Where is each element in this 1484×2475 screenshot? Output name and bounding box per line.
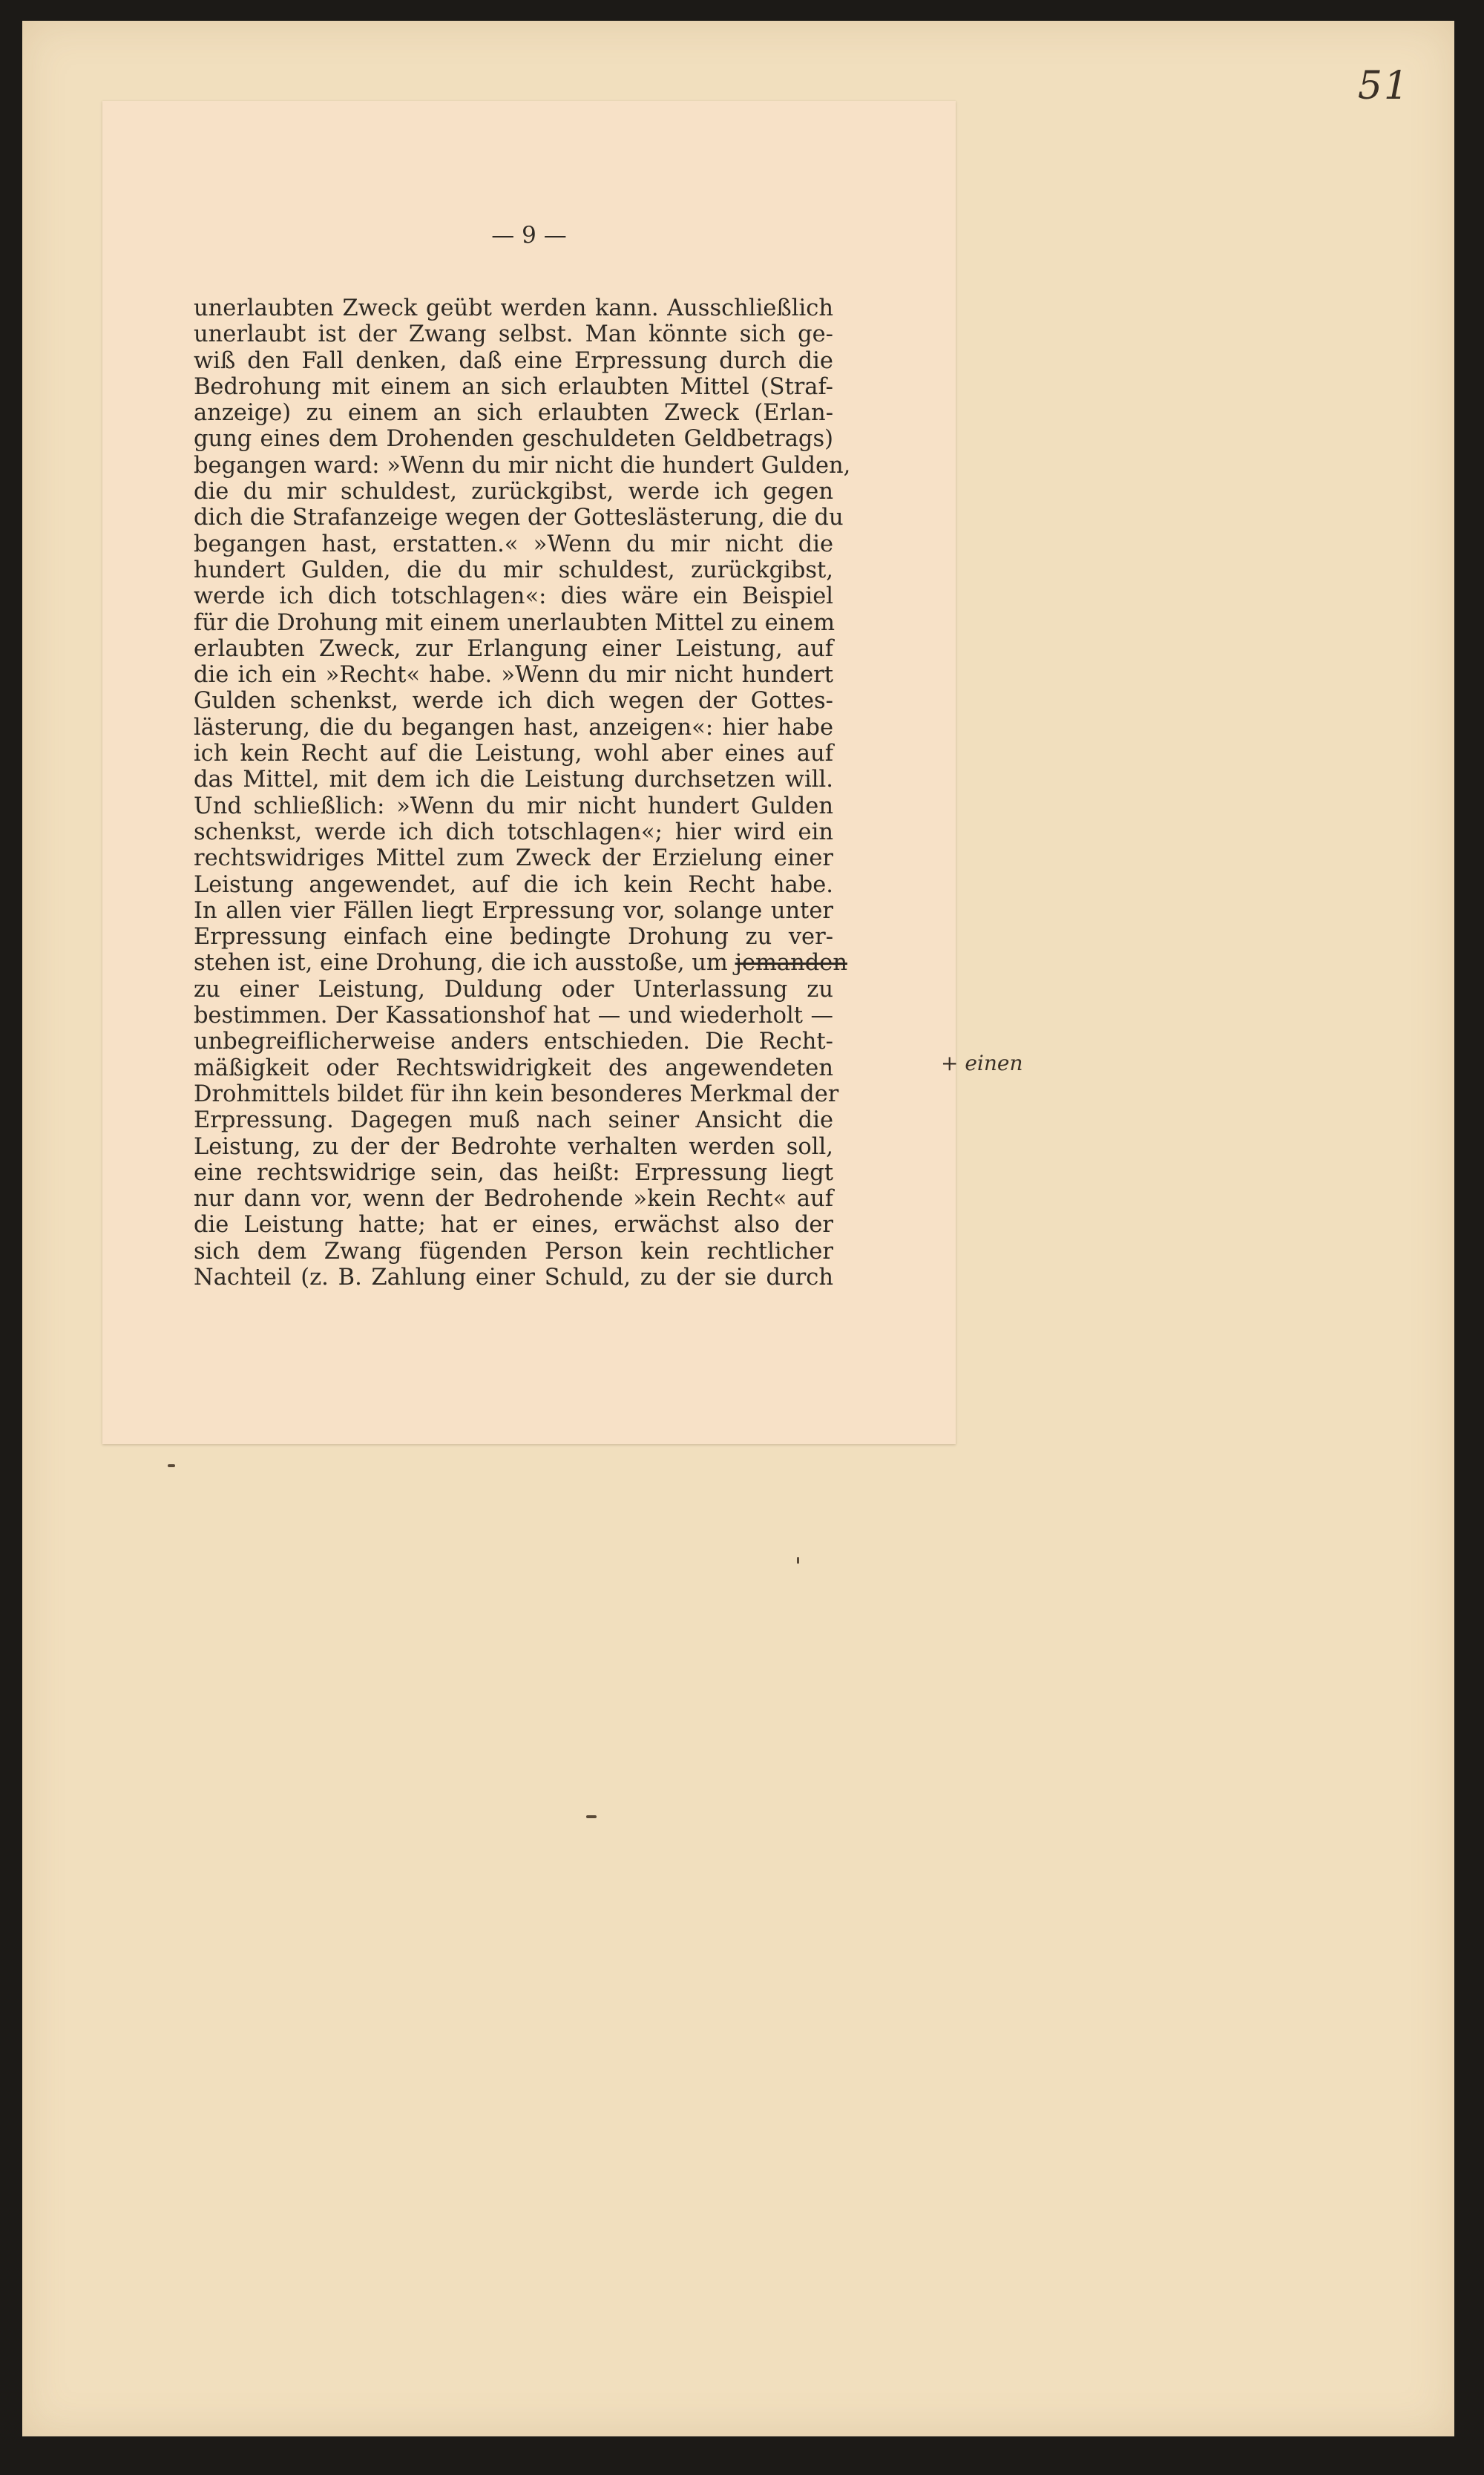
text-line: die ich ein »Recht« habe. »Wenn du mir nicht hundert: [194, 662, 833, 689]
text-line: bestimmen. Der Kassationshof hat — und wiederholt —: [194, 1003, 833, 1029]
text-line: werde ich dich totschlagen«: dies wäre ein Beispiel: [194, 583, 833, 610]
text-line: das Mittel, mit dem ich die Leistung durchsetzen will.: [194, 767, 833, 793]
text-line: wiß den Fall denken, daß eine Erpressung durch die: [194, 347, 833, 374]
text-line: die Leistung hatte; hat er eines, erwächst also der: [194, 1212, 833, 1239]
body-text: [194, 295, 851, 1291]
text-line: gung eines dem Drohenden geschuldeten Geldbetrags): [194, 426, 833, 453]
text-line: anzeige) zu einem an sich erlaubten Zweck (Erlan-: [194, 400, 833, 427]
handwritten-margin-note: + einen: [941, 1051, 1023, 1075]
pasted-clipping: [102, 101, 1023, 1444]
text-line: begangen ward: »Wenn du mir nicht die hundert Gulden,: [194, 452, 851, 479]
mounting-sheet: [22, 21, 1454, 2436]
text-line: rechtswidriges Mittel zum Zweck der Erzielung einer: [194, 845, 833, 872]
text-line: ich kein Recht auf die Leistung, wohl aber eines auf: [194, 741, 833, 767]
text-line: sich dem Zwang fügenden Person kein rechtlicher: [194, 1238, 833, 1265]
text-line: Und schließlich: »Wenn du mir nicht hundert Gulden: [194, 793, 833, 819]
paper-speck: [586, 1815, 597, 1818]
paper-speck: [168, 1464, 175, 1467]
text-line-with-correction: [194, 950, 847, 977]
text-line: erlaubten Zweck, zur Erlangung einer Leistung, auf: [194, 635, 833, 662]
text-line: Erpressung. Dagegen muß nach seiner Ansicht die: [194, 1107, 833, 1134]
text-line: Erpressung einfach eine bedingte Drohung zu ver-: [194, 924, 833, 951]
text-line: begangen hast, erstatten.« »Wenn du mir nicht die: [194, 531, 833, 557]
text-line: die du mir schuldest, zurückgibst, werde ich gegen: [194, 479, 833, 505]
page-number: — 9 —: [491, 222, 567, 249]
text-line: hundert Gulden, die du mir schuldest, zurückgibst,: [194, 557, 833, 583]
text-line: dich die Strafanzeige wegen der Gotteslästerung, die du: [194, 505, 844, 531]
text-line: Nachteil (z. B. Zahlung einer Schuld, zu der sie durch: [194, 1264, 833, 1291]
text-line: In allen vier Fällen liegt Erpressung vor, solange unter: [194, 897, 833, 924]
text-line: Gulden schenkst, werde ich dich wegen der Gottes-: [194, 688, 833, 715]
text-line: Bedrohung mit einem an sich erlaubten Mittel (Straf-: [194, 373, 833, 400]
text-line: nur dann vor, wenn der Bedrohende »kein Recht« auf: [194, 1186, 833, 1213]
text-line: lästerung, die du begangen hast, anzeigen«: hier habe: [194, 714, 833, 741]
text-line: Leistung angewendet, auf die ich kein Recht habe.: [194, 871, 833, 898]
text-line-start: stehen ist, eine Drohung, die ich ausstoße, um: [194, 950, 735, 977]
folio-number: 51: [1357, 64, 1410, 108]
text-line: unerlaubten Zweck geübt werden kann. Ausschließlich: [194, 295, 833, 321]
text-line: Leistung, zu der der Bedrohte verhalten werden soll,: [194, 1133, 833, 1160]
text-line: mäßigkeit oder Rechtswidrigkeit des angewendeten: [194, 1055, 833, 1081]
paper-speck: [797, 1557, 799, 1564]
text-line: für die Drohung mit einem unerlaubten Mittel zu einem: [194, 609, 835, 636]
text-line: zu einer Leistung, Duldung oder Unterlassung zu: [194, 976, 833, 1003]
text-line: unbegreiflicherweise anders entschieden. Die Recht-: [194, 1029, 833, 1055]
struck-word: jemanden: [735, 950, 847, 977]
text-line: Drohmittels bildet für ihn kein besonderes Merkmal der: [194, 1081, 839, 1107]
text-line: eine rechtswidrige sein, das heißt: Erpressung liegt: [194, 1159, 833, 1186]
text-line: unerlaubt ist der Zwang selbst. Man könnte sich ge-: [194, 321, 833, 348]
text-line: schenkst, werde ich dich totschlagen«; hier wird ein: [194, 819, 833, 845]
